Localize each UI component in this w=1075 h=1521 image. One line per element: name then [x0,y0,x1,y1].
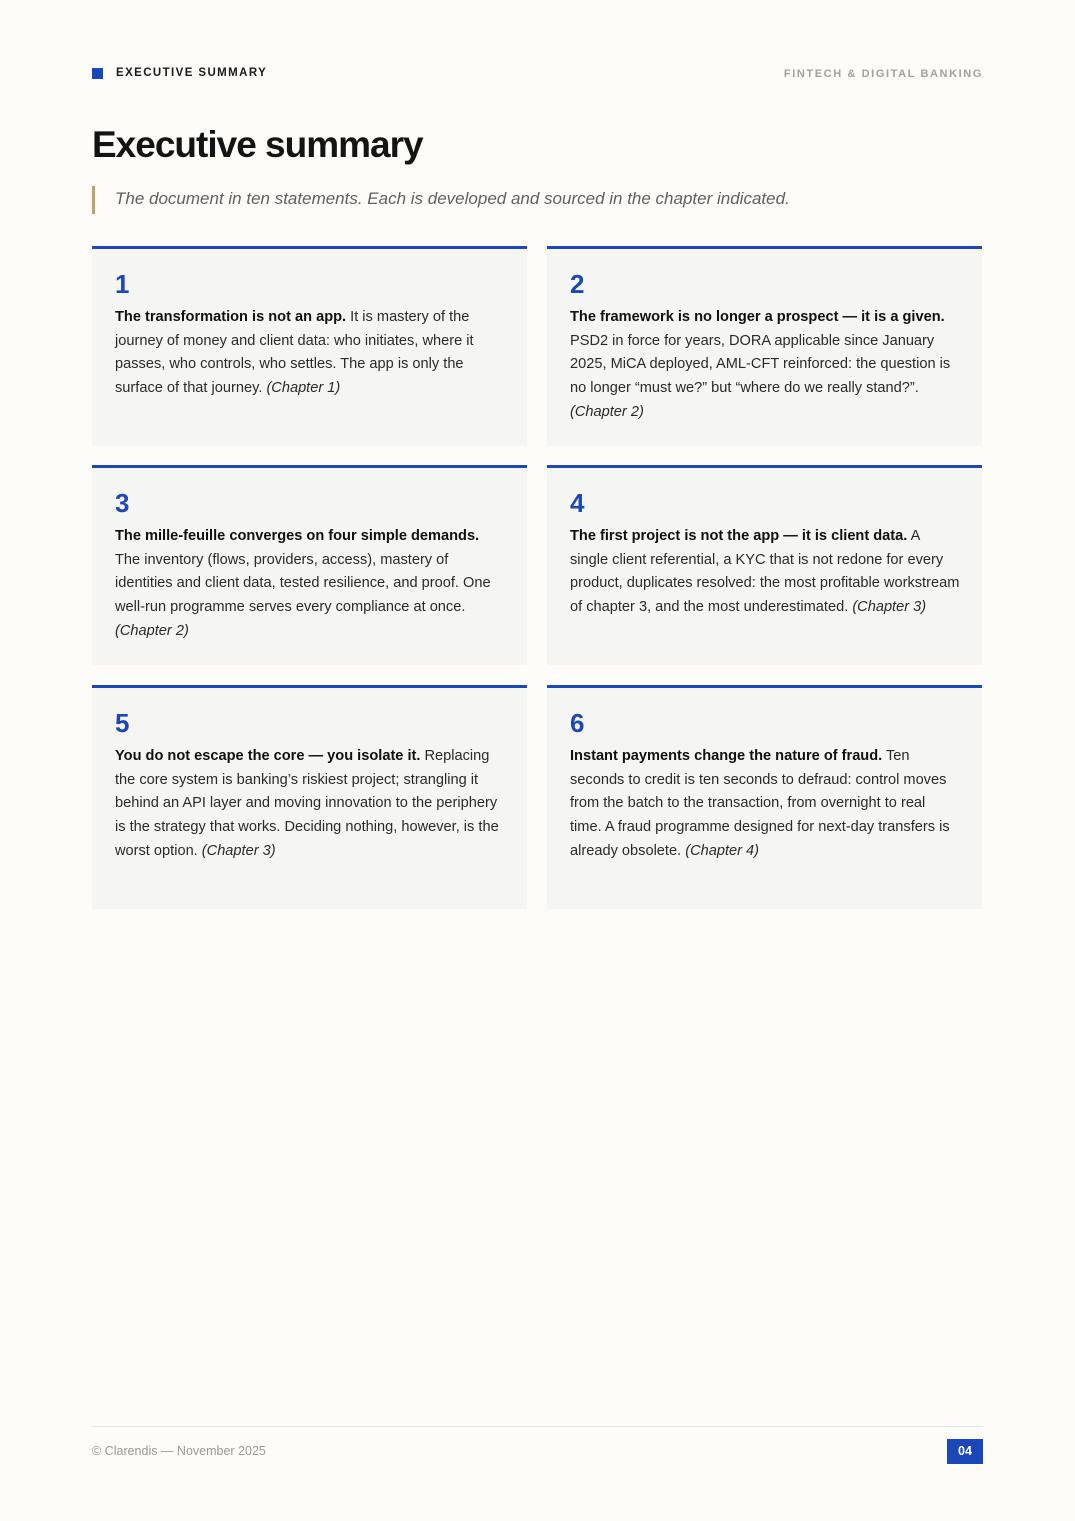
statement-lead: The transformation is not an app. [115,309,347,325]
chapter-reference: (Chapter 2) [115,622,189,639]
statement-body: PSD2 in force for years, DORA applicable since January 2025, MiCA deployed, AML-CFT reinforced: the question is no longer “must we?” but “where do we really stand?”. [570,332,951,397]
statement-number: 2 [570,269,585,299]
statement-lead: The first project is not the app — it is client data. [570,528,908,544]
intro-text: The document in ten statements. Each is developed and sourced in the chapter indicated. [115,189,790,208]
statement-text [570,306,960,425]
statement-number: 5 [115,708,130,738]
statement-card-3 [92,465,527,665]
section-marker-square-icon [92,68,103,79]
statement-text [570,745,960,864]
statement-lead: The framework is no longer a prospect — it is a given. [570,309,945,325]
section-label: EXECUTIVE SUMMARY [116,67,268,79]
statement-body: A single client referential, a KYC that is not redone for every product, duplicates resolved: the most profitable workstream of chapter 3, and the most underestimated. [570,528,960,616]
statement-lead: You do not escape the core — you isolate it. [115,748,421,764]
statement-body: It is mastery of the journey of money and client data: who initiates, where it passes, who controls, who settles. The app is only the surface of that journey. [115,309,474,397]
chapter-reference: (Chapter 2) [570,403,644,420]
statement-number: 1 [115,269,130,299]
page [92,0,983,1521]
statement-text [115,525,505,644]
chapter-reference: (Chapter 3) [201,842,276,859]
page-footer [92,1426,983,1458]
document-label: FINTECH & DIGITAL BANKING [783,68,983,80]
page-title: Executive summary [92,124,423,165]
statement-card-6 [547,685,982,909]
chapter-reference: (Chapter 1) [266,380,341,397]
statement-card-5 [92,685,527,909]
statement-body: Ten seconds to credit is ten seconds to defraud: control moves from the batch to the transaction, from overnight to real time. A fraud programme designed for next-day transfers is already obsolete. [570,748,950,859]
statement-card-1 [92,246,527,446]
chapter-reference: (Chapter 4) [685,842,760,859]
statement-card-4 [547,465,982,665]
statement-number: 6 [570,708,585,738]
statement-text [115,306,505,401]
statement-lead: The mille-feuille converges on four simple demands. [115,528,480,544]
statement-body: Replacing the core system is banking’s riskiest project; strangling it behind an API layer and moving innovation to the periphery is the strategy that works. Deciding nothing, however, is the worst option. [115,748,499,859]
statement-card-2 [547,246,982,446]
intro-quote [92,186,790,214]
statement-number: 4 [570,488,585,518]
statement-text [570,525,960,620]
statement-number: 3 [115,488,130,518]
statement-lead: Instant payments change the nature of fraud. [570,748,883,764]
statement-text [115,745,505,864]
page-number-badge: 04 [947,1439,983,1464]
running-header [92,66,983,82]
statement-body: The inventory (flows, providers, access), mastery of identities and client data, tested resilience, and proof. One well-run programme serves every compliance at once. [115,551,491,616]
copyright-text: © Clarendis — November 2025 [92,1444,266,1458]
chapter-reference: (Chapter 3) [852,599,927,616]
